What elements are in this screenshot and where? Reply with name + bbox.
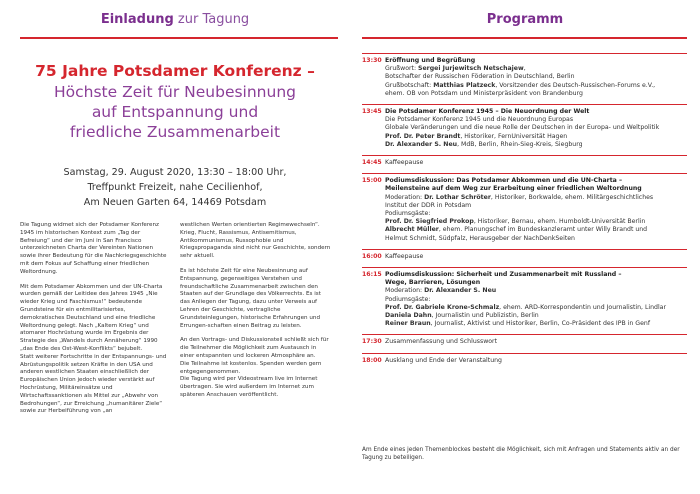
line-text: Globale Veränderungen und die neue Rolle der Deutschen in der Europa- und Weltpolitik bbox=[385, 124, 660, 132]
program-item-line bbox=[385, 194, 687, 202]
line-text: , Historiker, FernUniversität Hagen bbox=[460, 132, 568, 140]
program-time: 16:00 bbox=[362, 252, 382, 260]
program-footnote: Am Ende eines jeden Themenblockes besteht die Möglichkeit, sich mit Anfragen und Statements aktiv an der Tagung zu beteiligen. bbox=[362, 447, 680, 461]
program-item-line bbox=[385, 141, 687, 149]
program-item-line bbox=[385, 253, 687, 261]
program-panel bbox=[350, 0, 700, 494]
line-text: Helmut Schmidt, Südpfalz, Herausgeber der NachDenkSeiten bbox=[385, 234, 575, 242]
body-paragraph: Die Tagung wird per Videostream live im Internet übertragen. Sie wird außerdem im Internet zum späteren Anschauen veröffentlicht. bbox=[180, 376, 318, 398]
title-purple-line: friedliche Zusammenarbeit bbox=[69, 123, 281, 141]
event-place-line: Treffpunkt Freizeit, nahe Cecilienhof, bbox=[87, 182, 263, 193]
program-item-line bbox=[385, 226, 687, 234]
line-text: Zusammenfassung und Schlusswort bbox=[385, 338, 498, 346]
speaker-name: Matthias Platzeck bbox=[433, 81, 496, 89]
speaker-name: Reiner Braun bbox=[385, 320, 431, 328]
line-text: Die Potsdamer Konferenz 1945 und die Neuordnung Europas bbox=[385, 116, 574, 124]
title-purple-line: Höchste Zeit für Neubesinnung bbox=[54, 83, 296, 101]
speaker-name: Albrecht Müller bbox=[385, 226, 439, 234]
program-item-title: Eröffnung und Begrüßung bbox=[385, 57, 476, 64]
program-item-line bbox=[385, 304, 687, 312]
program-item-line bbox=[385, 133, 687, 141]
line-text: Botschafter der Russischen Föderation in Deutschland, Berlin bbox=[385, 73, 575, 81]
line-text: , Journalistin und Publizistin, Berlin bbox=[431, 312, 539, 320]
line-text: , ehem. ARD-Korrespondentin und Journalistin, Lindlar bbox=[499, 303, 667, 311]
program-item-line bbox=[385, 90, 687, 98]
program-item-title: Die Potsdamer Konferenz 1945 – Die Neuordnung der Welt bbox=[385, 108, 590, 116]
body-paragraph: Statt weiterer Fortschritte in der Entspannungs- und Abrüstungspolitik setzen Kräfte in den USA und anderen westlichen Staaten einschließlich der Europäischen Union jedoch wieder verstärkt auf Hochrüstung, Militäreinsätze und Wirtschaftssanktionen als Mittel zur „Abwehr von Bedrohungen“, zur Erreichung „humanitärer Ziele“ sowie zur Herbeiführung von „an bbox=[20, 353, 167, 415]
speaker-name: Prof. Dr. Peter Brandt bbox=[385, 132, 461, 140]
program-item-line bbox=[385, 65, 687, 73]
body-column-2 bbox=[180, 222, 332, 407]
program-time: 13:45 bbox=[362, 108, 382, 116]
line-text: Grußbotschaft: bbox=[385, 81, 434, 89]
program-item-line bbox=[385, 218, 687, 226]
program-item-line bbox=[385, 320, 687, 328]
program-content bbox=[385, 57, 687, 98]
program-item-line bbox=[385, 312, 687, 320]
invitation-header-light: zur Tagung bbox=[177, 12, 250, 27]
invitation-header-bold: Einladung bbox=[100, 12, 174, 27]
event-details bbox=[0, 165, 350, 210]
line-text: , ehem. Planungschef im Bundeskanzleramt unter Willy Brandt und bbox=[438, 226, 648, 234]
program-item bbox=[362, 334, 687, 352]
program-item-line bbox=[385, 82, 687, 90]
line-text: , Historiker, Bernau, ehem. Humboldt-Universität Berlin bbox=[473, 218, 646, 226]
program-time: 14:45 bbox=[362, 159, 382, 167]
program-item-title: Meilensteine auf dem Weg zur Erarbeitung einer friedlichen Weltordnung bbox=[385, 185, 642, 193]
body-column-1 bbox=[20, 222, 168, 423]
line-text: Podiumsgäste: bbox=[385, 210, 431, 218]
program-time: 15:00 bbox=[362, 177, 382, 185]
program-item-line bbox=[385, 235, 687, 243]
body-paragraph: westlichen Werten orientierten Regimewechseln“. Krieg, Flucht, Rassismus, Antisemitismus, Antikommunismus, Russophobie und Kriegspropaganda sind nicht nur Geschichte, sondern sehr aktuell. bbox=[180, 222, 331, 260]
program-content bbox=[385, 159, 687, 167]
line-text: Kaffeepause bbox=[385, 159, 424, 167]
program-header: Programm bbox=[486, 12, 564, 27]
program-item bbox=[362, 104, 687, 155]
program-item-line bbox=[385, 202, 687, 210]
program-list bbox=[362, 53, 687, 371]
speaker-name: Sergei Jurjewitsch Netschajew bbox=[418, 65, 524, 73]
speaker-name: Daniela Dahn bbox=[385, 312, 432, 320]
program-content bbox=[385, 253, 687, 261]
body-paragraph: Die Teilnahme ist kostenlos. Spenden werden gern entgegengenommen. bbox=[180, 360, 322, 375]
program-item-title: Podiumsdiskussion: Das Potsdamer Abkommen und die UN-Charta – bbox=[385, 177, 623, 185]
title-red: 75 Jahre Potsdamer Konferenz – bbox=[35, 62, 315, 80]
program-content bbox=[385, 271, 687, 328]
event-date-line: Samstag, 29. August 2020, 13:30 – 18:00 Uhr, bbox=[63, 167, 287, 178]
program-item bbox=[362, 155, 687, 173]
program-item bbox=[362, 267, 687, 334]
title-purple bbox=[20, 82, 330, 142]
header-divider bbox=[20, 37, 338, 39]
line-text: , Journalist, Aktivist und Historiker, Berlin, Co-Präsident des IPB in Genf bbox=[430, 320, 650, 328]
program-item-line bbox=[385, 124, 687, 132]
invitation-header bbox=[0, 12, 350, 27]
program-item-line bbox=[385, 287, 687, 295]
line-text: , Vorsitzender des Deutsch-Russischen-Forums e.V., bbox=[495, 81, 656, 89]
line-text: Institut der DDR in Potsdam bbox=[385, 201, 472, 209]
line-text: Ausklang und Ende der Veranstaltung bbox=[385, 356, 502, 364]
speaker-name: Prof. Dr. Siegfried Prokop bbox=[385, 218, 474, 226]
program-time: 13:30 bbox=[362, 57, 382, 64]
line-text: , bbox=[523, 65, 526, 73]
speaker-name: Dr. Alexander S. Neu bbox=[424, 287, 497, 295]
program-item bbox=[362, 353, 687, 371]
program-item-line bbox=[385, 116, 687, 124]
line-text: Grußwort: bbox=[385, 65, 419, 73]
program-content bbox=[385, 177, 687, 243]
program-time: 16:15 bbox=[362, 271, 382, 279]
program-item-title: Wege, Barrieren, Lösungen bbox=[385, 279, 481, 287]
line-text: Moderation: bbox=[385, 287, 425, 295]
header-divider bbox=[362, 37, 687, 39]
body-paragraph: An den Vortrags- und Diskussionsteil schließt sich für die Teilnehmer die Möglichkeit zum Austausch in einer entspannten und lockeren Atmosphäre an. bbox=[180, 337, 329, 359]
body-paragraph: Die Tagung widmet sich der Potsdamer Konferenz 1945 im historischen Kontext zum „Tag der Befreiung“ und der im Juni in San Francisco unterzeichneten Charta der Vereinten Nationen sowie ihrer Bedeutung für die Nachkriegsgeschichte mit dem Fokus auf Schaffung einer friedlichen Weltordnung. bbox=[20, 222, 167, 275]
speaker-name: Dr. Lothar Schröter bbox=[424, 193, 491, 201]
speaker-name: Dr. Alexander S. Neu bbox=[385, 140, 458, 148]
program-content bbox=[385, 108, 687, 149]
line-text: Kaffeepause bbox=[385, 252, 424, 260]
program-time: 18:00 bbox=[362, 356, 382, 364]
program-content bbox=[385, 357, 687, 365]
program-item-line bbox=[385, 338, 687, 346]
program-item-line bbox=[385, 73, 687, 81]
line-text: , MdB, Berlin, Rhein-Sieg-Kreis, Siegburg bbox=[457, 140, 583, 148]
program-item bbox=[362, 53, 687, 104]
program-item-line bbox=[385, 210, 687, 218]
line-text: Moderation: bbox=[385, 193, 425, 201]
line-text: , Historiker, Borkwalde, ehem. Militärgeschichtliches bbox=[490, 193, 654, 201]
program-content bbox=[385, 338, 687, 346]
program-time: 17:30 bbox=[362, 338, 382, 346]
line-text: Podiumsgäste: bbox=[385, 295, 431, 303]
title-purple-line: auf Entspannung und bbox=[91, 103, 259, 121]
program-item-line bbox=[385, 357, 687, 365]
event-address-line: Am Neuen Garten 64, 14469 Potsdam bbox=[83, 197, 267, 208]
program-item-line bbox=[385, 296, 687, 304]
program-item bbox=[362, 249, 687, 267]
line-text: ehem. OB von Potsdam und Ministerpräsident von Brandenburg bbox=[385, 89, 583, 97]
body-paragraph: Mit dem Potsdamer Abkommen und der UN-Charta wurden gemäß der Leitidee des Jahres 1945 „Nie wieder Krieg und Faschismus!“ bedeutende Grundsteine für ein entmilitarisiertes, demokratisches Deutschland und eine friedliche Weltordnung gelegt. Nach „Kaltem Krieg“ und atomarer Hochrüstung wurde im Ergebnis der Strategie des „Wandels durch Annäherung“ 1990 „das Ende des Ost-West-Konflikts“ bejubelt. bbox=[20, 283, 163, 352]
program-item bbox=[362, 173, 687, 249]
program-item-line bbox=[385, 159, 687, 167]
body-paragraph: Es ist höchste Zeit für eine Neubesinnung auf Entspannung, gegenseitiges Verstehen und freundschaftliche Zusammenarbeit zwischen den Staaten auf der Grundlage des Völkerrechts. Es ist das Anliegen der Tagung, dazu unter Verweis auf Lehren der Geschichte, vertragliche Grundsteinlegungen, historische Erfahrungen und Errungen-schaften einen Beitrag zu leisten. bbox=[180, 267, 321, 329]
program-item-title: Podiumsdiskussion: Sicherheit und Zusammenarbeit mit Russland – bbox=[385, 271, 622, 279]
speaker-name: Prof. Dr. Gabriele Krone-Schmalz bbox=[385, 303, 500, 311]
